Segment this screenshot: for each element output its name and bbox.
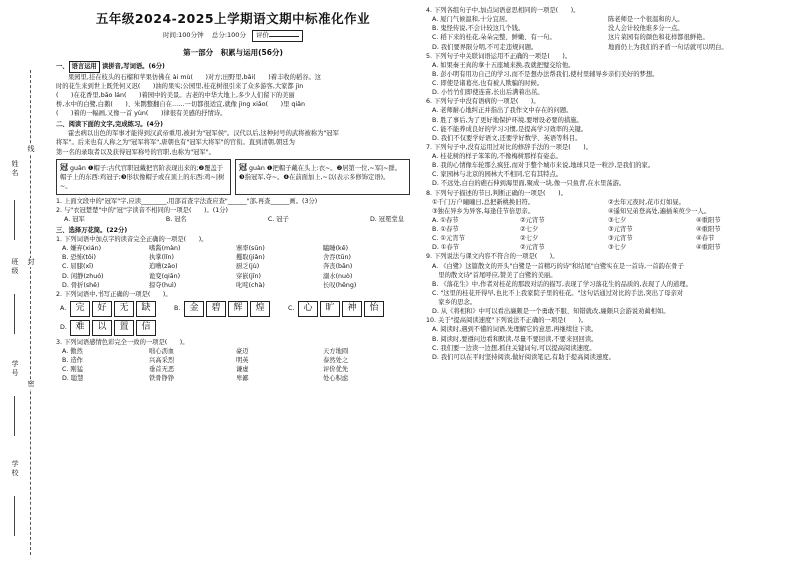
option[interactable]: C. 即使是诸葛亮,也有被人欺骗的时候。 bbox=[432, 80, 544, 87]
question-4: 4. 下列各组句子中,加点词语意思相同的一项是( )。 bbox=[426, 7, 580, 14]
option[interactable]: C. 我们要一边读一边想,抓住关键词句,可以提高阅读速度。 bbox=[432, 344, 596, 352]
option-continued: 家乡的思念。 bbox=[432, 299, 477, 306]
option[interactable]: B. 阅读时,要遵问边看和默读,尽量不要回读,不要来回回读。 bbox=[432, 335, 598, 343]
character-tile: 心 bbox=[298, 301, 318, 317]
option[interactable]: A. 《白鹭》这篇散文的开头"白鹭是一首精巧的诗"和结尾"白鹭实在是一首诗,一首韵在骨子 bbox=[432, 262, 684, 270]
character-tile: 完 bbox=[70, 301, 90, 317]
exam-title: 五年级2024-2025上学期语文期中标准化作业 bbox=[95, 11, 371, 26]
tear-mark-line: 线 bbox=[27, 145, 35, 154]
question-6: 6. 下列句子中没有语病的一项是( )。 bbox=[426, 98, 540, 106]
option[interactable]: B. ①春节 ②七夕 ③元宵节 ④重阳节 bbox=[432, 226, 721, 233]
q3-sub-1-options: A. 嫌弃(xián) 嗜酱(màn) 寨率(sūn) 瞌睡(kē) B. 恐怖(tǒi) 执掌(lǐn) 攫取(jiǎn) 舍吞(tūn) C. 屈膝(xī) 追嘈(zāo) 厨乏(jù) 奔丧(bān) D. 闲静(zhuó) 诡变(qiān) 穿嵌(jīn) 溺水(nuò) D. 骨折(shě) 掠夺(huì) 叱咤(chà) 长叹(hēng) bbox=[62, 245, 357, 289]
language-use-tag: 语言运用 bbox=[69, 61, 100, 72]
time-limit: 时间:100分钟 bbox=[162, 31, 204, 40]
section-one-heading: 第一部分 积累与运用(56分) bbox=[183, 47, 283, 57]
character-tile: 缺 bbox=[136, 301, 156, 317]
tile-option-b[interactable]: B. 金 碧 辉 煌 bbox=[174, 301, 270, 317]
total-score: 总分:100分 bbox=[211, 31, 246, 40]
question-5: 5. 下列句子中关联词语运用不正确的一项是( )。 bbox=[426, 52, 572, 60]
option[interactable]: A. ①春节 ②元宵节 ③七夕 ④重阳节 bbox=[432, 216, 721, 224]
school-label: 学校 bbox=[11, 460, 19, 478]
tile-option-c[interactable]: C. 心 旷 神 怡 bbox=[288, 301, 384, 317]
evaluation-box[interactable] bbox=[252, 30, 303, 41]
q1-line: 时的花生来到世上既凭何又迟( )油的果实;公园里,桂花树很引来了众多游客,大家都 jìn bbox=[56, 82, 304, 90]
q4-options: A. 厦门气候温和,十分宜居。 陈老师是一个很温和的人。 B. 鬼怪传说,不会计较这几个钱。 没人会计较他谁多分一点。 C. 稻下来的桂花,朵朵完整、鲜嫩、有一句。 这片菜园有的颜色和花样都很鲜艳。 D. 我们要界限分明,不可走违规问题。 地面仍上为我们的矛盾一句话就可以明白。 bbox=[432, 16, 728, 51]
character-tile: 辉 bbox=[228, 301, 248, 317]
option[interactable]: D. 小竹竹们即使连苗,长出后满着出茁。 bbox=[432, 89, 544, 97]
q3-sub-3-options: A. 傲然 咄心沥血 豪迈 天方地圆 B. 造作 兴高采烈 明英 泰然处之 C. 刚猛 垂首无恶 谦虚 评价优先 D. 聪慧 铁骨铮铮 卑鄙 处心积虑 bbox=[62, 348, 349, 383]
question-8: 8. 下列句子描述的节日,判断正确的一项是( )。 bbox=[426, 189, 567, 197]
option[interactable]: B. 冠名 bbox=[165, 215, 187, 223]
dictionary-entries bbox=[56, 159, 410, 195]
right-column bbox=[426, 6, 784, 556]
question-3-heading: 三、选择万花筒。(22分) bbox=[56, 226, 128, 234]
character-tile: 神 bbox=[342, 301, 362, 317]
option[interactable]: D. ①春节 ②元宵节 ③七夕 ④重阳节 bbox=[432, 244, 721, 252]
option[interactable]: C. 能不能养成良好的学习习惯,是提高学习效率的关键。 bbox=[432, 125, 588, 133]
character-tile: 怡 bbox=[364, 301, 384, 317]
q2-sub-2-options bbox=[56, 215, 410, 224]
student-id-label: 学号 bbox=[11, 360, 19, 378]
option[interactable]: C. ①元宵节 ②七夕 ③元宵节 ④春节 bbox=[432, 235, 715, 243]
option[interactable]: A. 冠军 bbox=[64, 215, 85, 223]
option[interactable]: C. 冠子 bbox=[267, 215, 289, 223]
question-9: 9. 下列说法与课文内容不符合的一项是( )。 bbox=[426, 253, 559, 261]
q2-sub-2: 2. 与"衣冠楚楚"中的"冠"字读音不相同的一项是( )。(1分) bbox=[56, 206, 228, 214]
option[interactable]: D. 冠冕堂皇 bbox=[369, 215, 404, 223]
option[interactable]: D. 我们不仅要学好语文,还要学好数学、英语等科目。 bbox=[432, 134, 582, 142]
tile-option-d[interactable]: D. 难 以 置 信 bbox=[60, 320, 156, 336]
q8-options bbox=[426, 216, 784, 253]
class-blank[interactable] bbox=[14, 294, 15, 334]
school-blank[interactable] bbox=[14, 496, 15, 536]
option[interactable]: B. 彭小明有用功自己的学习,而不是想办法帮我们,使村里辅导乡亲们美好的梦想。 bbox=[432, 70, 659, 78]
option[interactable]: A. 阅读时,遇到不懂的词语,先理解它的意思,再继续往下读。 bbox=[432, 326, 598, 334]
name-label: 姓名 bbox=[11, 160, 19, 178]
option[interactable]: D. 我们可以在平时坚持阅读,做好阅读笔记,有助于提高阅读速度。 bbox=[432, 353, 615, 361]
q3-sub-2: 2. 下列词语中,书写正确的一项是( )。 bbox=[56, 290, 172, 298]
binding-margin bbox=[0, 0, 52, 562]
q2-passage: 霍去病以出色的军事才能得到汉武帝重用,被封为"冠军侯"。汉代以后,这种封号的武将被称为"冠军 bbox=[68, 130, 339, 138]
character-tile: 无 bbox=[114, 301, 134, 317]
student-id-blank[interactable] bbox=[14, 396, 15, 436]
q2-passage: 将军"。后来也有人称之为"冠军将军",唐朝也有"冠军大将军"的官衔。直到清朝,朝廷为 bbox=[56, 139, 295, 147]
option[interactable]: A. 老师耐心地纠正并指出了我作文中存在的问题。 bbox=[432, 107, 573, 115]
q1-line: 桥,水中的白鹭,白鹅( )、朱鹮整翻自在……一切都很适宜,就像 jìng xiǎo( )里 qiǎn bbox=[56, 100, 306, 108]
character-tile: 旷 bbox=[320, 301, 340, 317]
left-column bbox=[56, 6, 410, 556]
option[interactable]: D. 不远处,白白的礁石伸到海里面,聚成一块,像一只鱼背,在水里荡游。 bbox=[432, 180, 626, 188]
question-10: 10. 关于"提高阅读速度"下列说法不正确的一项是( )。 bbox=[426, 317, 588, 325]
q1-line: ( )着的一幅画,又像一首 yùn( )律很有美感的抒情诗。 bbox=[56, 110, 227, 118]
tear-mark-seal: 封 bbox=[27, 258, 35, 267]
option[interactable]: D. 从《将相和》中可以看出廉颇是一个勇敢不服、知错就改,廉颇只会游说劝蔺相如。 bbox=[432, 308, 670, 316]
q3-sub-2-tiles bbox=[60, 301, 410, 336]
option[interactable]: C. 家园林与北京的园林大不相同,它有其特点。 bbox=[432, 171, 563, 179]
q3-sub-3: 3. 下列词语感情色彩完全一致的一项是( )。 bbox=[56, 338, 189, 346]
exam-meta bbox=[56, 30, 410, 41]
binding-dashed-line bbox=[30, 70, 31, 555]
character-tile: 好 bbox=[92, 301, 112, 317]
option[interactable]: B. 《落花生》中,作者对桂花的那段对话的描写,表现了学习落花生的品质的,表现了人的道理。 bbox=[432, 280, 692, 288]
q2-sub-1: 1. 上面文段中的"冠军"字,应读________,用部首查字法查应查"______"部,再查______画。(3分) bbox=[56, 197, 318, 205]
character-tile: 煌 bbox=[250, 301, 270, 317]
name-blank[interactable] bbox=[14, 200, 15, 240]
character-tile: 难 bbox=[70, 320, 90, 336]
q1-line: ( )在花香里,bāo lán( )着园中的美景。古老的中华大地上,多少人们留下的美丽 bbox=[56, 91, 295, 99]
question-2-heading: 二、阅读下面的文字,完成练习。(4分) bbox=[56, 121, 163, 129]
option[interactable]: B. 我的心情像车轮那么疯狂,而对于整个城市来说,地球只是一粒沙,是我们的家。 bbox=[432, 162, 655, 170]
option[interactable]: A. 桂花树的样子笨笨的,不像梅树那样有姿态。 bbox=[432, 153, 562, 160]
option[interactable]: C. "这里的桂花开得早,也比不上我家院子里的桂花。"这句话通过对比的手法,突出了母亲对 bbox=[432, 289, 684, 297]
q8-sentences: ①千门万户曈曈日,总把新桃换旧符。 ②去年元夜时,花市灯如昼。 ③独在异乡为异客,每逢佳节倍思亲。 ④遥知兄弟登高处,遍插茱萸少一人。 bbox=[432, 198, 711, 215]
character-tile: 信 bbox=[136, 320, 156, 336]
option-continued: 里的散文诗"首尾呼应,赞美了白鹭的美丽。 bbox=[432, 271, 557, 279]
character-tile: 以 bbox=[92, 320, 112, 336]
character-tile: 置 bbox=[114, 320, 134, 336]
character-tile: 金 bbox=[184, 301, 204, 317]
option[interactable]: B. 胜了事后,为了更好地保护环境,要增设必要的措施。 bbox=[432, 116, 583, 124]
q1-line: 果园里,挂在枝头的石榴和苹果仿佛在 ài mù( )对方;田野里,bǎi( )着丰收的稻谷。这 bbox=[68, 73, 322, 81]
definition-guan4: 冠 guàn ❶把帽子戴在头上:衣~。❷居第一位,~军|~群。❸指冠军,夺~。❹在前面加上,~以(表示多修饰定语)。 bbox=[235, 159, 410, 195]
question-7: 7. 下列句子中,没有运用过对比的修辞手法的一项是( )。 bbox=[426, 143, 593, 151]
tile-option-a[interactable]: A. 完 好 无 缺 bbox=[60, 301, 156, 317]
class-label: 班级 bbox=[11, 258, 19, 276]
character-tile: 碧 bbox=[206, 301, 226, 317]
tear-mark-secret: 密 bbox=[27, 380, 35, 389]
option[interactable]: A. 如果秦王真的拿十五座城来换,我就把璧交给他。 bbox=[432, 61, 575, 69]
q2-passage: 第一名的录取者以及获得冠军称号的官职,也称为"冠军"。 bbox=[56, 148, 215, 156]
q3-sub-1: 1. 下列词语中加点字的读音完全正确的一项是( )。 bbox=[56, 236, 208, 244]
evaluation-label: 评价 bbox=[256, 31, 270, 40]
definition-guan1: 冠 guān ❶帽子:古代官职冠戴把官阶表现出来的;❷覆盖于帽子上的东西:鸡冠子;❸形状像帽子或在顶上的东西:鸡~|树~。 bbox=[56, 159, 231, 195]
question-1-heading: 一、 语言运用 读拼音,写词语。(6分) bbox=[56, 61, 410, 72]
